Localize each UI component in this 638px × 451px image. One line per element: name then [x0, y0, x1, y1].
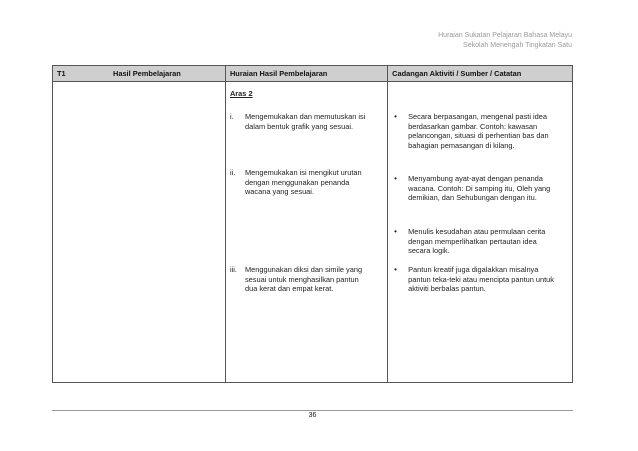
bullet: •	[394, 112, 397, 121]
footer-divider	[52, 410, 573, 411]
header-line-1: Huraian Sukatan Pelajaran Bahasa Melayu	[438, 32, 572, 39]
page-number: 36	[308, 412, 317, 419]
bullet: •	[394, 174, 397, 183]
header-huraian: Huraian Hasil Pembelajaran	[225, 66, 387, 82]
item-text: Menggunakan diksi dan simile yang sesuai untuk menghasilkan pantun dua kerat dan empat kerat.	[244, 265, 363, 294]
header-t1: T1	[57, 68, 66, 78]
aras-label: Aras 2	[229, 89, 253, 98]
page-header	[438, 31, 572, 51]
cell-hasil-pembelajaran	[53, 82, 226, 383]
item-text: Menyambung ayat-ayat dengan penanda wacana. Contoh: Di samping itu, Oleh yang demikian, dan Sehubungan dengan itu.	[408, 174, 551, 203]
bullet: •	[394, 265, 397, 274]
syllabus-table	[52, 65, 573, 383]
cadangan-item	[392, 174, 558, 203]
huraian-item	[230, 168, 370, 197]
cell-cadangan	[388, 82, 573, 383]
item-number: i.	[229, 112, 234, 121]
item-text: Menulis kesudahan atau permulaan cerita dengan memperlihatkan pertautan idea secara logik.	[408, 227, 546, 256]
bullet: •	[394, 227, 397, 236]
item-text: Mengemukakan dan memutuskan isi dalam bentuk grafik yang sesuai.	[244, 112, 366, 131]
huraian-item	[230, 112, 370, 131]
cell-huraian	[225, 82, 387, 383]
cadangan-item	[392, 227, 558, 256]
item-number: iii.	[229, 265, 237, 274]
table-row	[53, 82, 573, 383]
cadangan-item	[392, 112, 558, 150]
item-text: Pantun kreatif juga digalakkan misalnya pantun teka-teki atau mencipta pantun untuk aktiviti berbalas pantun.	[408, 265, 554, 294]
header-cadangan: Cadangan Aktiviti / Sumber / Catatan	[388, 66, 573, 82]
header-hasil-label: Hasil Pembelajaran	[113, 68, 181, 78]
header-hasil-pembelajaran	[53, 66, 226, 82]
huraian-item	[230, 265, 370, 294]
item-number: ii.	[229, 168, 236, 177]
item-text: Mengemukakan isi mengikut urutan dengan menggunakan penanda wacana yang sesuai.	[244, 168, 362, 197]
item-text: Secara berpasangan, mengenal pasti idea berdasarkan gambar. Contoh: kawasan pelancongan, situasi di perhentian bas dan bahagian pemasangan di kilang.	[408, 112, 549, 150]
table-header-row	[53, 66, 573, 82]
header-line-2: Sekolah Menengah Tingkatan Satu	[463, 42, 572, 49]
cadangan-item	[392, 265, 558, 294]
